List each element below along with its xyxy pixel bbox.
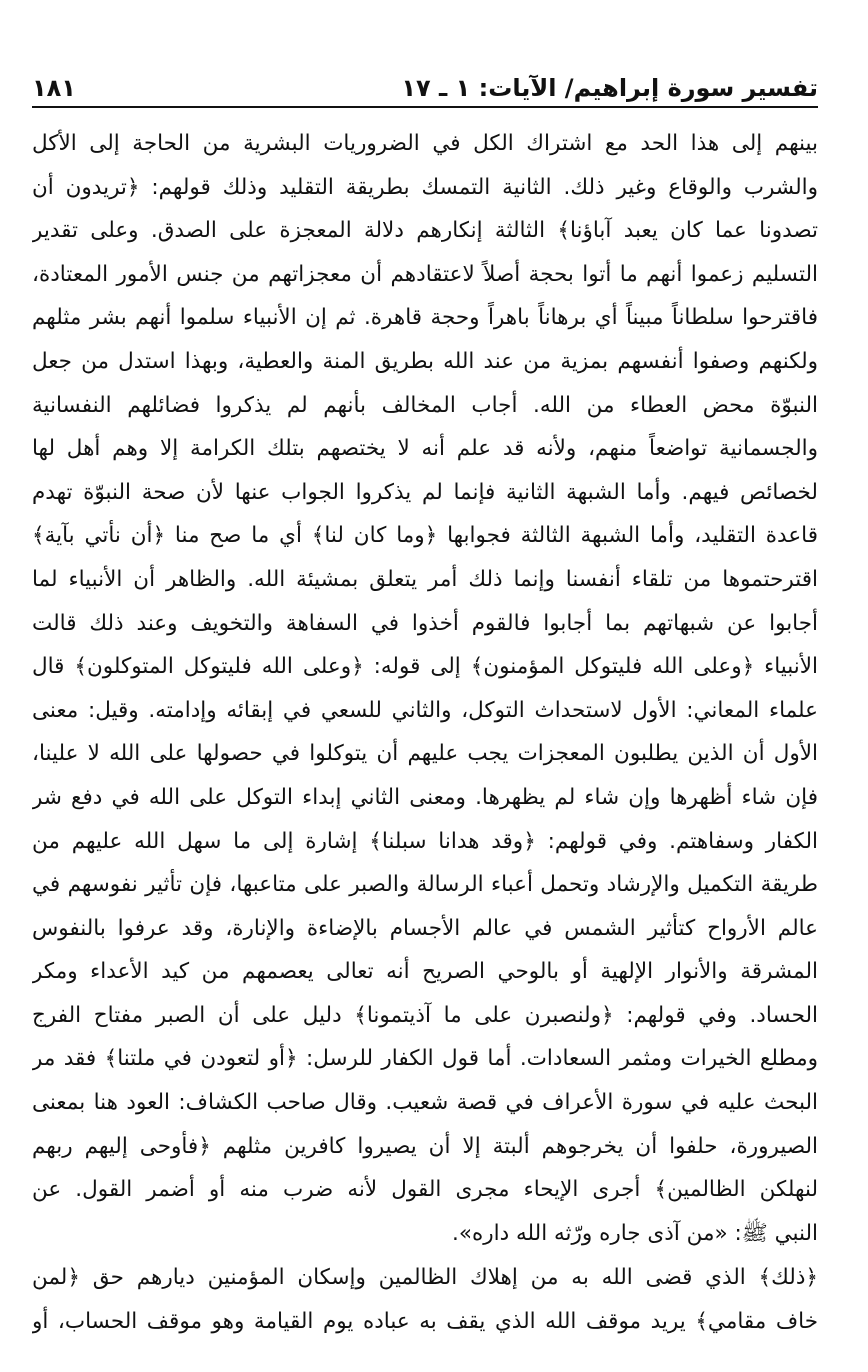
text-line: ولكنهم وصفوا أنفسهم بمزية من عند الله بطريق المنة والعطية، وبهذا استدل من جعل bbox=[32, 348, 818, 374]
second-paragraph bbox=[32, 1256, 818, 1343]
text-line: النبوّة محض العطاء من الله. أجاب المخالف بأنهم لم يذكروا فضائلهم النفسانية bbox=[32, 392, 818, 418]
text-line: اقترحتموها من تلقاء أنفسنا وإنما ذلك أمر يتعلق بمشيئة الله. والظاهر أن الأنبياء لما bbox=[32, 566, 818, 592]
text-line: طريقة التكميل والإرشاد وتحمل أعباء الرسالة والصبر على متاعبها، فإن تأثير نفوسهم في bbox=[32, 872, 818, 898]
text-line: ﴿ذلك﴾ الذي قضى الله به من إهلاك الظالمين وإسكان المؤمنين ديارهم حق ﴿لمن bbox=[32, 1265, 818, 1290]
text-line: الكفار وسفاهتم. وفي قولهم: ﴿وقد هدانا سبلنا﴾ إشارة إلى ما سهل الله عليهم من bbox=[32, 828, 818, 854]
text-line: النبي ﷺ: «من آذى جاره ورّثه الله داره». bbox=[451, 1220, 818, 1246]
text-line: والشرب والوقاع وغير ذلك. الثانية التمسك بطريقة التقليد وذلك قولهم: ﴿تريدون أن bbox=[32, 174, 818, 200]
running-title: تفسير سورة إبراهيم/ الآيات: ١ ـ ١٧ bbox=[401, 74, 818, 103]
main-paragraph bbox=[32, 122, 818, 1255]
text-line: قاعدة التقليد، وأما الشبهة الثالثة فجوابها ﴿وما كان لنا﴾ أي ما صح منا ﴿أن نأتي بآية﴾ bbox=[32, 523, 818, 549]
text-line: تصدونا عما كان يعبد آباؤنا﴾ الثالثة إنكارهم دلالة المعجزة على الصدق. وعلى تقدير bbox=[32, 218, 818, 244]
text-line: فإن شاء أظهرها وإن شاء لم يظهرها. ومعنى الثاني إبداء التوكل على الله في دفع شر bbox=[32, 784, 818, 810]
page-number: ١٨١ bbox=[32, 74, 76, 103]
text-line: الأول أن الذين يطلبون المعجزات يجب عليهم أن يتوكلوا في حصولها على الله لا علينا، bbox=[32, 741, 818, 767]
text-line: ومطلع الخيرات ومثمر السعادات. أما قول الكفار للرسل: ﴿أو لتعودن في ملتنا﴾ فقد مر bbox=[32, 1046, 818, 1072]
page-header bbox=[32, 62, 818, 108]
text-line: عالم الأرواح كتأثير الشمس في عالم الأجسام بالإضاءة والإنارة، وقد عرفوا بالنفوس bbox=[32, 915, 818, 941]
text-line: علماء المعاني: الأول لاستحداث التوكل، والثاني للسعي في إبقائه وإدامته. وقيل: معنى bbox=[32, 697, 818, 723]
text-line: أجابوا عن شبهاتهم بما أجابوا فالقوم أخذوا في السفاهة والتخويف وعند ذلك قالت bbox=[32, 610, 818, 636]
text-line: المشرقة والأنوار الإلهية أو بالوحي الصريح أنه تعالى يعصمهم من كيد الأعداء ومكر bbox=[32, 959, 818, 985]
text-line: الصيرورة، حلفوا أن يخرجوهم ألبتة إلا أن يصيروا كافرين مثلهم ﴿فأوحى إليهم ربهم bbox=[32, 1133, 818, 1159]
text-line: بينهم إلى هذا الحد مع اشتراك الكل في الضروريات البشرية من الحاجة إلى الأكل bbox=[32, 131, 818, 156]
text-line: لخصائص فيهم. وأما الشبهة الثانية فإنما لم يذكروا الجواب عنها لأن صحة النبوّة تهدم bbox=[32, 479, 818, 505]
text-line: البحث عليه في سورة الأعراف في قصة شعيب. وقال صاحب الكشاف: العود هنا بمعنى bbox=[32, 1090, 818, 1116]
text-line: والجسمانية تواضعاً منهم، ولأنه قد علم أنه لا يختصهم بتلك الكرامة إلا وهم أهل لها bbox=[32, 436, 818, 462]
text-line: خاف مقامي﴾ يريد موقف الله الذي يقف به عباده يوم القيامة وهو موقف الحساب، أو bbox=[32, 1308, 818, 1334]
text-line: الأنبياء ﴿وعلى الله فليتوكل المؤمنون﴾ إلى قوله: ﴿وعلى الله فليتوكل المتوكلون﴾ قال bbox=[32, 654, 818, 680]
text-line: فاقترحوا سلطاناً مبيناً أي برهاناً باهراً وحجة قاهرة. ثم إن الأنبياء سلموا أنهم بشر مثلهم bbox=[32, 305, 818, 331]
text-line: لنهلكن الظالمين﴾ أجرى الإيحاء مجرى القول لأنه ضرب منه أو أضمر القول. عن bbox=[32, 1177, 818, 1203]
text-line: التسليم زعموا أنهم ما أتوا بحجة أصلاً لاعتقادهم أن معجزاتهم من جنس الأمور المعتادة، bbox=[32, 261, 818, 287]
text-line: الحساد. وفي قولهم: ﴿ولنصبرن على ما آذيتمونا﴾ دليل على أن الصبر مفتاح الفرج bbox=[32, 1002, 818, 1028]
